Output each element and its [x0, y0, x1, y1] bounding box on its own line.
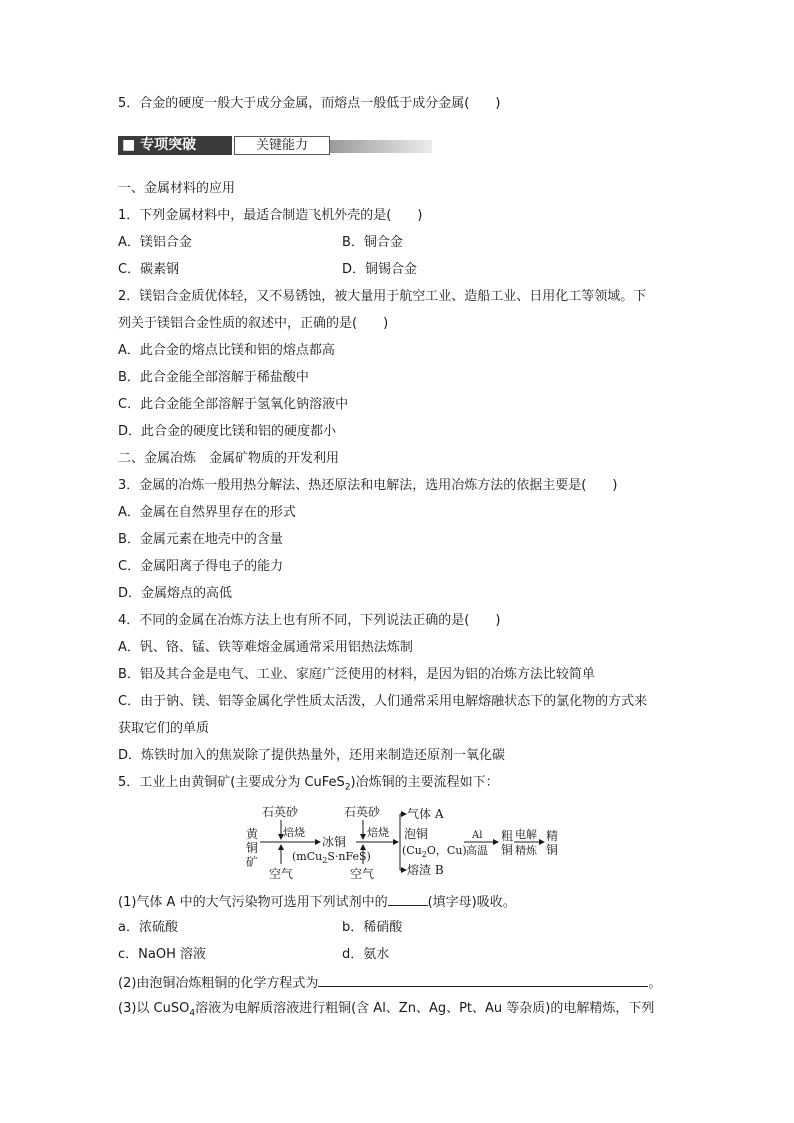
flow-refined-1: 精 [546, 829, 559, 843]
q2-option-d: D．此合金的硬度比镁和铝的硬度都小 [118, 424, 337, 439]
q5-sub3-pre: (3)以 CuSO [118, 1001, 190, 1016]
q5-stem-post: )冶炼铜的主要流程如下： [350, 775, 499, 790]
q4-option-a: A．钒、铬、锰、铁等难熔金属通常采用铝热法炼制 [118, 640, 413, 655]
q5-stem-pre: 5．工业上由黄铜矿(主要成分为 CuFeS [118, 775, 345, 790]
flow-refined-2: 铜 [546, 843, 559, 857]
flow-ore-3: 矿 [246, 855, 259, 869]
q1-option-c: C．碳素钢 [118, 262, 180, 277]
flow-blister-formula-sub: 2 [421, 850, 427, 859]
section-banner [118, 134, 432, 158]
q5-sub2-text: (2)由泡铜冶炼粗铜的化学方程式为 [118, 976, 319, 991]
flow-matte-formula-sub: 2 [322, 856, 328, 865]
q1-option-d: D．铜锡合金 [342, 262, 418, 277]
banner-gradient-bar [330, 140, 432, 153]
flow-blister-formula-post: O，Cu) [426, 844, 467, 857]
flow-high-temp: 高温 [466, 844, 488, 857]
flow-air-2: 空气 [350, 867, 375, 881]
q5-sub1-blank[interactable] [388, 893, 428, 906]
q2-option-b: B．此合金能全部溶解于稀盐酸中 [118, 370, 309, 385]
flow-matte-formula-post: S·nFeS) [327, 850, 371, 863]
flow-roast-2: 焙烧 [367, 826, 389, 839]
flow-gas-a: 气体 A [407, 807, 444, 821]
q5-option-a: a．浓硫酸 [118, 920, 178, 935]
flow-ore-2: 铜 [246, 841, 259, 855]
flow-matte-formula-pre: (mCu [292, 850, 323, 863]
flow-blister-formula-pre: (Cu [402, 844, 422, 857]
flow-blister-formula [402, 844, 467, 859]
banner-light-label: 关键能力 [234, 136, 330, 155]
flow-crude-1: 粗 [501, 829, 514, 843]
flow-al: Al [472, 830, 483, 841]
q4-option-b: B．铝及其合金是电气、工业、家庭广泛使用的材料，是因为铝的冶炼方法比较简单 [118, 667, 595, 682]
flow-matte: 冰铜 [322, 835, 347, 849]
flow-air-1: 空气 [269, 867, 294, 881]
flow-quartz-2: 石英砂 [344, 805, 381, 819]
q4-stem: 4．不同的金属在冶炼方法上也有所不同，下列说法正确的是( ) [118, 613, 501, 628]
q5-sub2-blank[interactable] [318, 974, 648, 987]
q2-option-c: C．此合金能全部溶解于氢氧化钠溶液中 [118, 397, 349, 412]
q5-sub2 [118, 974, 661, 992]
flow-electrolysis: 电解 [515, 828, 537, 841]
q5-sub1-post: (填字母)吸收。 [427, 895, 516, 910]
q1-option-a: A．镁铝合金 [118, 235, 192, 250]
section1-title: 一、金属材料的应用 [118, 181, 236, 196]
q2-stem-line1: 2．镁铝合金质优体轻，又不易锈蚀，被大量用于航空工业、造船工业、日用化工等领域。下 [118, 289, 647, 304]
q4-option-c-line1: C．由于钠、镁、铝等金属化学性质太活泼，人们通常采用电解熔融状态下的氯化物的方式来 [118, 694, 648, 709]
q5-sub3 [118, 1001, 654, 1022]
q1-option-b: B．铜合金 [342, 235, 403, 250]
q5-stem [118, 775, 499, 796]
flow-matte-formula [292, 850, 371, 865]
q5-sub1-text: (1)气体 A 中的大气污染物可选用下列试剂中的 [118, 895, 388, 910]
q5-option-c: c．NaOH 溶液 [118, 947, 206, 962]
copper-smelting-flowchart [240, 802, 560, 884]
previous-question-5: 5．合金的硬度一般大于成分金属，而熔点一般低于成分金属( ) [118, 96, 501, 111]
q5-stem-sub: 2 [344, 782, 351, 793]
q1-stem: 1．下列金属材料中，最适合制造飞机外壳的是( ) [118, 208, 423, 223]
q3-stem: 3．金属的冶炼一般用热分解法、热还原法和电解法，选用冶炼方法的依据主要是( ) [118, 478, 618, 493]
q5-option-b: b．稀硝酸 [342, 920, 403, 935]
q5-sub3-post: 溶液为电解质溶液进行粗铜(含 Al、Zn、Ag、Pt、Au 等杂质)的电解精炼，下列 [195, 1001, 655, 1016]
q4-option-c-line2: 获取它们的单质 [118, 721, 210, 736]
flow-roast-1: 焙烧 [283, 826, 305, 839]
flow-crude-2: 铜 [501, 843, 514, 857]
q2-option-a: A．此合金的熔点比镁和铝的熔点都高 [118, 343, 335, 358]
q3-option-a: A．金属在自然界里存在的形式 [118, 505, 296, 520]
q3-option-d: D．金属熔点的高低 [118, 586, 233, 601]
q5-option-d: d．氨水 [342, 947, 390, 962]
q3-option-b: B．金属元素在地壳中的含量 [118, 532, 283, 547]
flow-slag-b: 熔渣 B [407, 863, 444, 877]
q2-stem-line2: 列关于镁铝合金性质的叙述中，正确的是( ) [118, 316, 389, 331]
section2-title: 二、金属冶炼 金属矿物质的开发利用 [118, 451, 340, 466]
banner-dark-label: ■ 专项突破 [118, 136, 232, 155]
q5-sub2-post: 。 [648, 976, 662, 991]
flow-ore-1: 黄 [246, 827, 259, 841]
q5-sub1 [118, 893, 516, 911]
flow-refining: 精炼 [515, 844, 537, 857]
flow-blister: 泡铜 [404, 827, 429, 841]
q5-sub3-sub: 4 [189, 1008, 196, 1019]
q3-option-c: C．金属阳离子得电子的能力 [118, 559, 284, 574]
q4-option-d: D．炼铁时加入的焦炭除了提供热量外，还用来制造还原剂一氧化碳 [118, 748, 506, 763]
flow-quartz-1: 石英砂 [262, 805, 299, 819]
